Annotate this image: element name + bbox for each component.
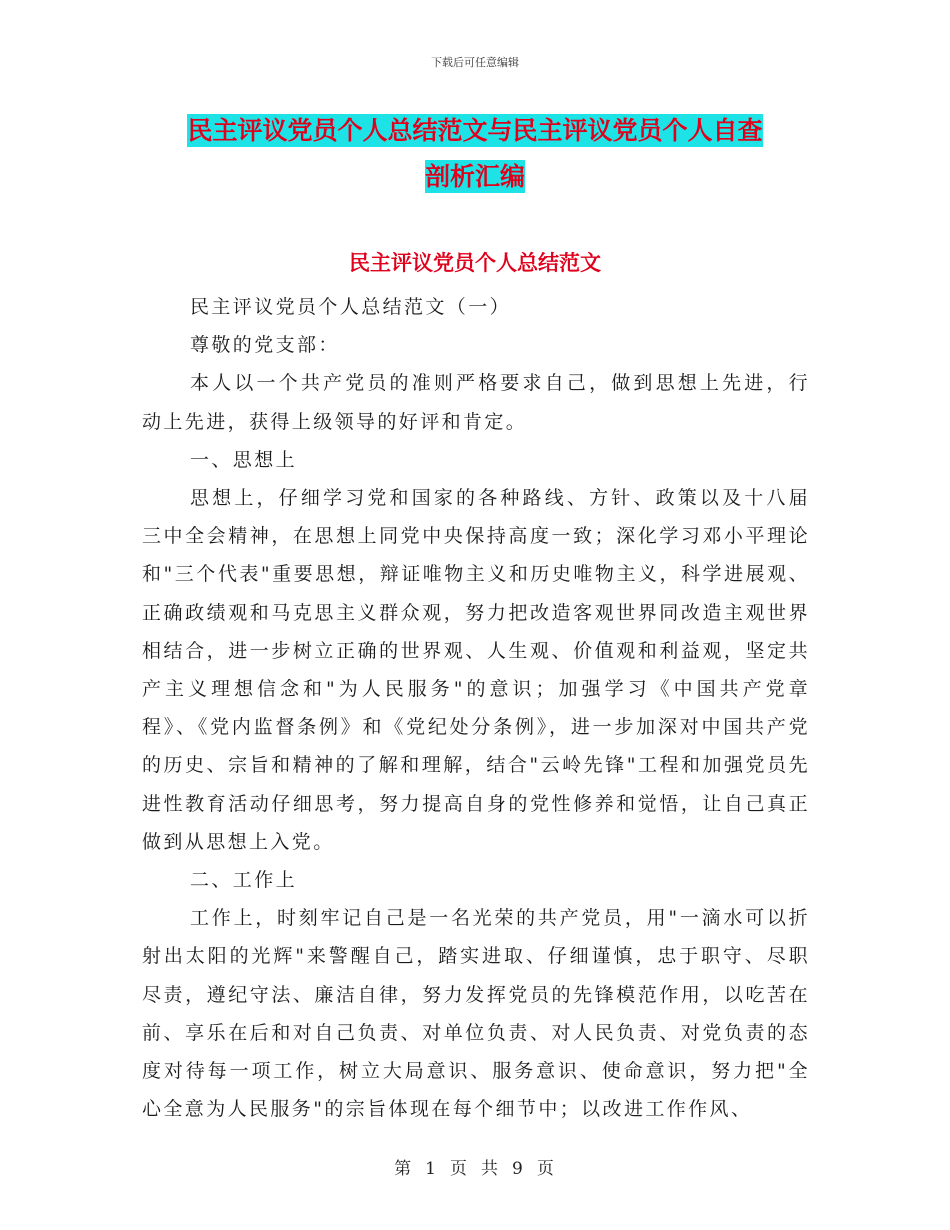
- paragraph: 一、思想上: [190, 448, 298, 471]
- paragraph: 工作上，时刻牢记自己是一名光荣的共产党员，用"一滴水可以折射出太阳的光辉"来警醒自己，踏实进取、仔细谨慎，忠于职守、尽职尽责，遵纪守法、廉洁自律，努力发挥党员的先锋模范作用，以吃苦在前、享乐在后和对自己负责、对单位负责、对人民负责、对党负责的态度对待每一项工作，树立大局意识、服务意识、使命意识，努力把"全心全意为人民服务"的宗旨体现在每个细节中；以改进工作作风、: [142, 907, 810, 1121]
- page-unit: 页: [450, 1159, 469, 1179]
- page-number: 1: [425, 1159, 438, 1179]
- title-line-2: 剖析汇编: [424, 162, 525, 191]
- document-body: [142, 288, 810, 1128]
- paragraph: 尊敬的党支部：: [190, 334, 340, 357]
- paragraph: 二、工作上: [190, 869, 298, 892]
- paragraph: 本人以一个共产党员的准则严格要求自己，做到思想上先进，行动上先进，获得上级领导的好评和肯定。: [142, 372, 810, 433]
- total-unit: 页: [536, 1159, 556, 1179]
- total-label: 共: [481, 1159, 500, 1179]
- paragraph: 民主评议党员个人总结范文（一）: [190, 296, 512, 318]
- document-title: [140, 108, 810, 200]
- title-line-1: 民主评议党员个人总结范文与民主评议党员个人自查: [187, 116, 763, 145]
- header-note: 下载后可任意编辑: [431, 56, 519, 69]
- total-pages: 9: [512, 1159, 525, 1179]
- section-title: 民主评议党员个人总结范文: [349, 251, 601, 275]
- paragraph: 思想上，仔细学习党和国家的各种路线、方针、政策以及十八届三中全会精神，在思想上同党中央保持高度一致；深化学习邓小平理论和"三个代表"重要思想，辩证唯物主义和历史唯物主义，科学进展观、正确政绩观和马克思主义群众观，努力把改造客观世界同改造主观世界相结合，进一步树立正确的世界观、人生观、价值观和利益观，坚定共产主义理想信念和"为人民服务"的意识；加强学习《中国共产党章程》、《党内监督条例》和《党纪处分条例》，进一步加深对中国共产党的历史、宗旨和精神的了解和理解，结合"云岭先锋"工程和加强党员先进性教育活动仔细思考，努力提高自身的党性修养和觉悟，让自己真正做到从思想上入党。: [142, 487, 810, 853]
- page-footer: [0, 1154, 950, 1179]
- page-label: 第: [394, 1159, 414, 1179]
